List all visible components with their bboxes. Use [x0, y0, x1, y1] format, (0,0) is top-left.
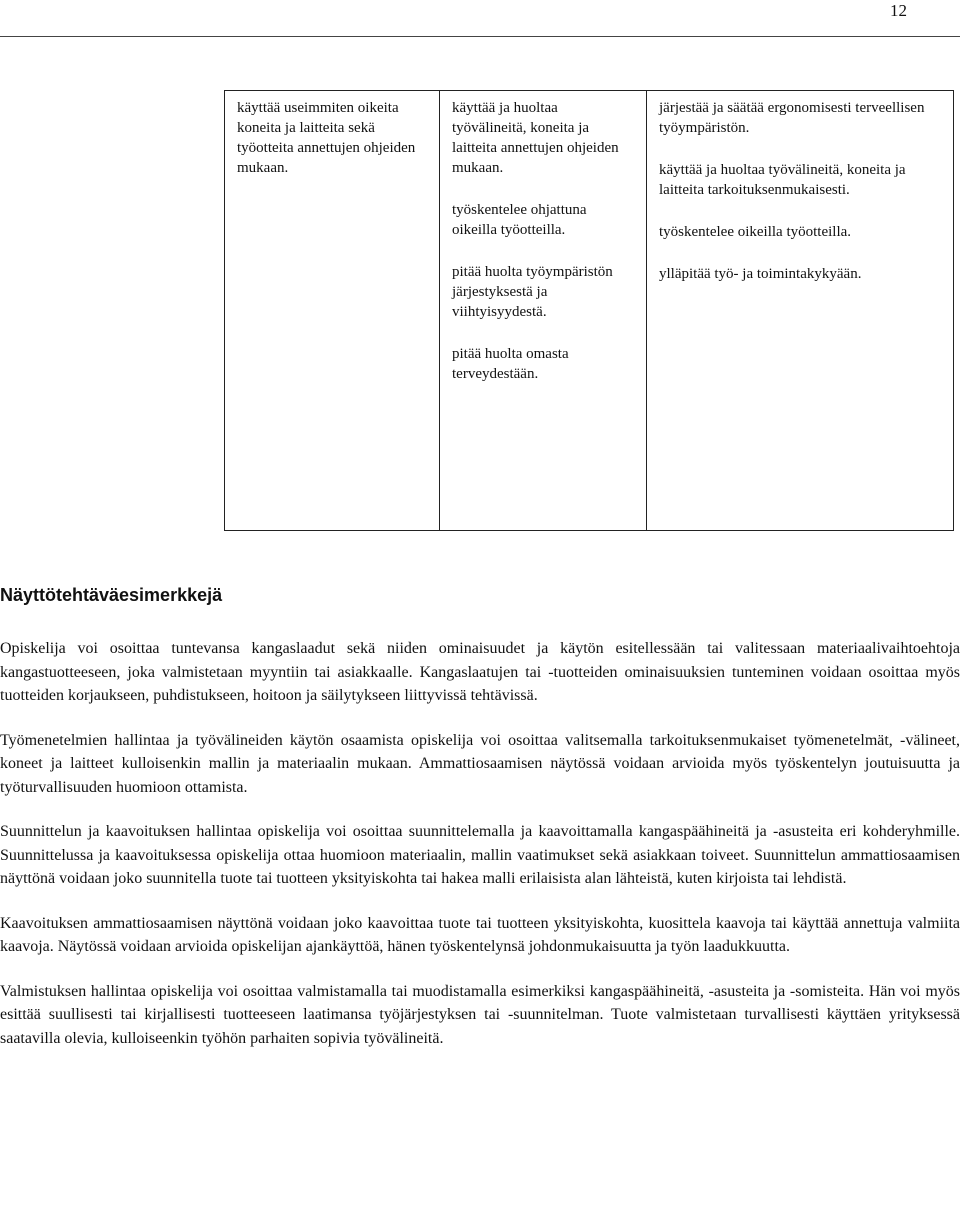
criteria-item: käyttää useimmiten oikeita koneita ja laitteita sekä työotteita annettujen ohjeiden mukaan.: [237, 100, 416, 176]
criteria-item: käyttää ja huoltaa työvälineitä, koneita ja laitteita annettujen ohjeiden mukaan.: [452, 100, 619, 176]
criteria-item: työskentelee oikeilla työotteilla.: [659, 224, 852, 240]
criteria-item: ylläpitää työ- ja toimintakykyään.: [659, 266, 862, 282]
paragraph: Kaavoituksen ammattiosaamisen näyttönä voidaan joko kaavoittaa tuote tai tuotteen yksityiskohta, kuosittela kaavoja tai käyttää annettuja valmiita kaavoja. Näytössä voidaan arvioida opiskelijan ajankäyttöä, hänen työskentelynsä johdonmukaisuutta ja työn laadukkuutta.: [0, 914, 960, 955]
criteria-column-1: [225, 91, 440, 531]
paragraph: Opiskelija voi osoittaa tuntevansa kangaslaadut sekä niiden ominaisuudet ja käytön esitellessään tai valitessaan materiaalivaihtoehtoja kangastuotteeseen, joka valmistetaan myyntiin tai asiakkaalle. Kangaslaatujen tai -tuotteiden ominaisuuksien tunteminen voidaan osoittaa myös tuotteiden korjaukseen, puhdistukseen, hoitoon ja säilytykseen liittyvissä tehtävissä.: [0, 640, 960, 704]
criteria-table: [224, 90, 954, 531]
criteria-item: pitää huolta työympäristön järjestyksestä ja viihtyisyydestä.: [452, 264, 613, 320]
criteria-column-3: [647, 91, 954, 531]
criteria-column-2: [440, 91, 647, 531]
paragraph: Valmistuksen hallintaa opiskelija voi osoittaa valmistamalla tai muodistamalla esimerkiksi kangaspäähineitä, -asusteita ja -somisteita. Hän voi myös esittää suullisesti tai kirjallisesti tuotteeseen laatimansa työjärjestyksen tai -suunnitelman. Tuote valmistetaan turvallisesti käyttäen yrityksessä saatavilla olevia, kulloiseenkin työhön parhaiten sopivia työvälineitä.: [0, 982, 960, 1047]
section-heading: Näyttötehtäväesimerkkejä: [0, 585, 223, 605]
criteria-item: käyttää ja huoltaa työvälineitä, koneita ja laitteita tarkoituksenmukaisesti.: [659, 162, 906, 198]
section-body: [0, 637, 960, 1050]
page-number: 12: [890, 1, 907, 20]
criteria-item: työskentelee ohjattuna oikeilla työotteilla.: [452, 202, 587, 238]
criteria-item: järjestää ja säätää ergonomisesti terveellisen työympäristön.: [659, 100, 925, 136]
paragraph: Työmenetelmien hallintaa ja työvälineiden käytön osaamista opiskelija voi osoittaa valitsemalla tarkoituksenmukaiset työmenetelmät, -välineet, koneet ja laitteet kulloisenkin mallin ja materiaalin mukaan. Ammattiosaamisen näytössä voidaan arvioida myös työskentelyn joutuisuutta ja työturvallisuuden huomioon ottamista.: [0, 731, 960, 796]
criteria-item: pitää huolta omasta terveydestään.: [452, 346, 569, 382]
paragraph: Suunnittelun ja kaavoituksen hallintaa opiskelija voi osoittaa suunnittelemalla ja kaavoittamalla kangaspäähineitä ja -asusteita eri kohderyhmille. Suunnittelussa ja kaavoituksessa opiskelija ottaa huomioon materiaalin, mallin vaatimukset sekä asiakkaan toiveet. Suunnittelun ammattiosaamisen näyttönä voidaan joko suunnitella tuote tai tuotteen yksityiskohta tai hakea malli erilaisista alan lähteistä, kuten kirjoista tai lehdistä.: [0, 823, 960, 887]
header-rule: [0, 36, 960, 37]
